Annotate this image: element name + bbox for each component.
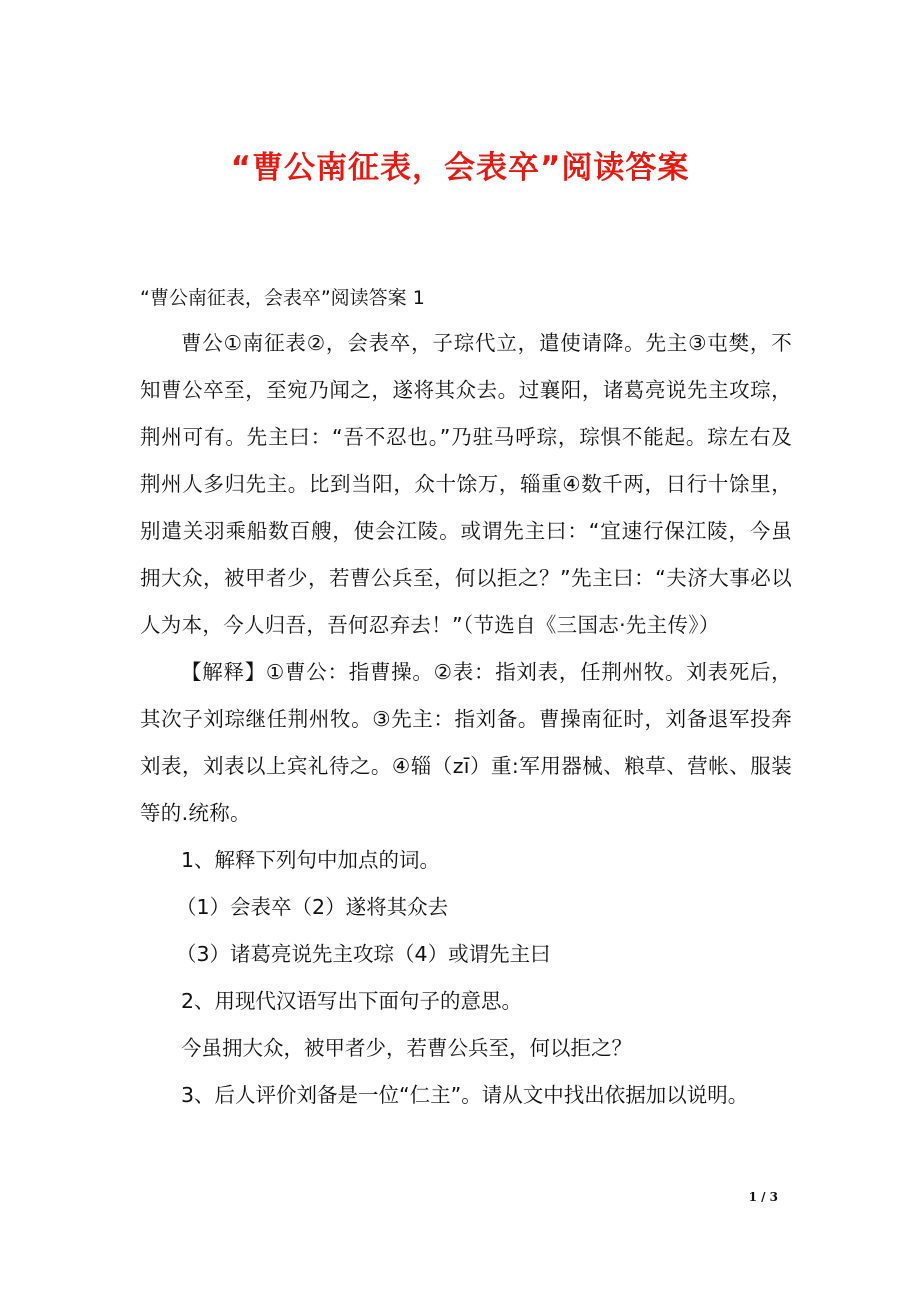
page-number: 1 / 3 bbox=[748, 1190, 778, 1204]
section-heading: “曹公南征表，会表卒”阅读答案 1 bbox=[140, 287, 425, 309]
question-2-sentence: 今虽拥大众，被甲者少，若曹公兵至，何以拒之？ bbox=[181, 1036, 632, 1060]
question-2: 2、用现代汉语写出下面句子的意思。 bbox=[181, 989, 523, 1013]
document-title: “曹公南征表，会表卒”阅读答案 bbox=[230, 150, 690, 186]
question-3: 3、后人评价刘备是一位“仁主”。请从文中找出依据加以说明。 bbox=[181, 1083, 749, 1107]
passage-paragraph: 曹公①南征表②，会表卒，子琮代立，遣使请降。先主③屯樊，不知曹公卒至，至宛乃闻之，遂将其众去。过襄阳，诸葛亮说先主攻琮，荆州可有。先主曰：“吾不忍也。”乃驻马呼琮，琮惧不能起。琮左右及荆州人多归先主。比到当阳，众十馀万，辎重④数千两，日行十馀里，别遣关羽乘船数百艘，使会江陵。或谓先主曰：“宜速行保江陵，今虽拥大众，被甲者少，若曹公兵至，何以拒之？”先主曰：“夫济大事必以人为本，今人归吾，吾何忍弃去！”（节选自《三国志·先主传》） bbox=[140, 331, 792, 637]
question-1-items-a: （1）会表卒（2）遂将其众去 bbox=[176, 895, 449, 919]
question-1: 1、解释下列句中加点的词。 bbox=[181, 848, 441, 872]
document-body bbox=[140, 320, 792, 1119]
question-1-items-b: （3）诸葛亮说先主攻琮（4）或谓先主曰 bbox=[176, 942, 551, 966]
annotation-paragraph: 【解释】①曹公：指曹操。②表：指刘表，任荆州牧。刘表死后，其次子刘琮继任荆州牧。③先主：指刘备。曹操南征时，刘备退军投奔刘表，刘表以上宾礼待之。④辎（zī）重:军用器械、粮草、营帐、服装等的.统称。 bbox=[140, 660, 792, 825]
